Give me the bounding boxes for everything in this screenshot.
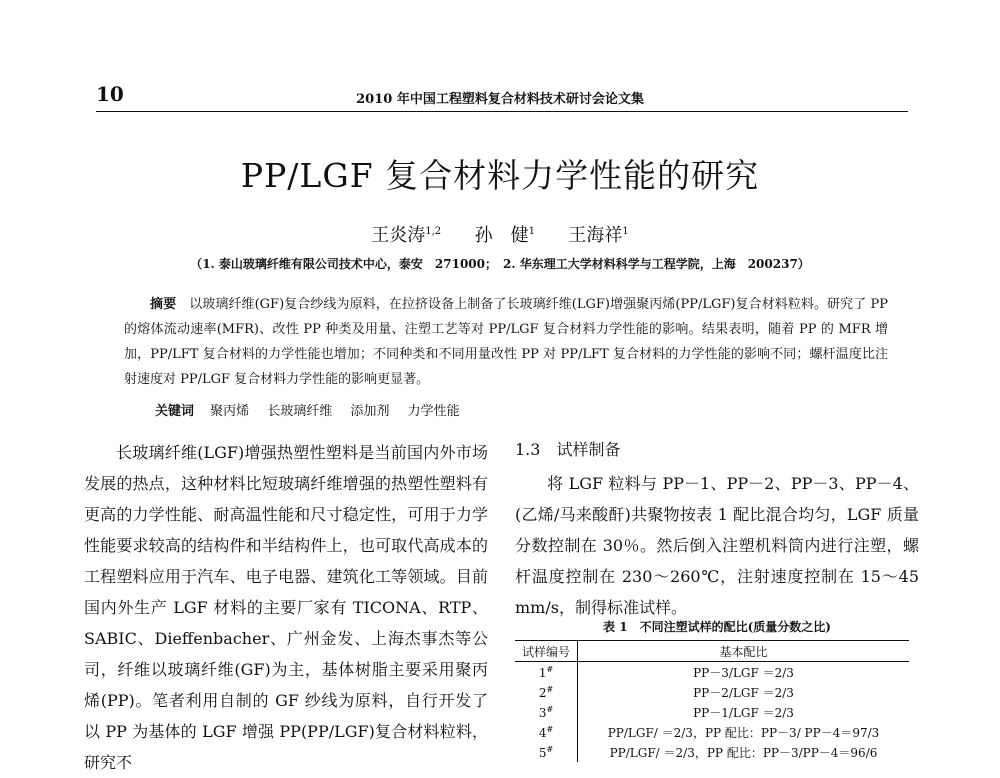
page-number: 10	[96, 82, 124, 106]
abstract-text: 以玻璃纤维(GF)复合纱线为原料，在拉挤设备上制备了长玻璃纤维(LGF)增强聚丙烯(PP/LGF)复合材料粒料。研究了 PP 的熔体流动速率(MFR)、改性 PP 种类及用量、注塑工艺等对 PP/LGF 复合材料力学性能的影响。结果表明，随着 PP 的 MFR 增加，PP/LFT 复合材料的力学性能也增加；不同种类和不同用量改性 PP 对 PP/LFT 复合材料的力学性能的影响不同；螺杆温度比注射速度对 PP/LGF 复合材料力学性能的影响更显著。	[124, 297, 888, 387]
table-row	[515, 682, 909, 702]
header-rule	[96, 111, 908, 112]
abstract	[124, 292, 888, 392]
abstract-label: 摘要	[150, 297, 177, 312]
author-affiliation-mark: 1	[622, 226, 629, 237]
sample-id-cell: 5#	[515, 742, 578, 762]
keyword: 力学性能	[407, 404, 460, 419]
keyword: 长玻璃纤维	[267, 404, 333, 419]
table-caption: 表 1 不同注塑试样的配比(质量分数之比)	[603, 620, 831, 634]
section-number: 1.3	[515, 440, 541, 459]
sample-id-cell: 4#	[515, 722, 578, 742]
intro-paragraph: 长玻璃纤维(LGF)增强热塑性塑料是当前国内外市场发展的热点，这种材料比短玻璃纤维增强的热塑性塑料有更高的力学性能、耐高温性能和尺寸稳定性，可用于力学性能要求较高的结构件和半结构件上，也可取代高成本的工程塑料应用于汽车、电子电器、建筑化工等领域。目前国内外生产 LGF 材料的主要厂家有 TICONA、RTP、SABIC、Dieffenbacher、广州金发、上海杰事杰等公司，纤维以玻璃纤维(GF)为主，基体树脂主要采用聚丙烯(PP)。笔者利用自制的 GF 纱线为原料，自行开发了以 PP 为基体的 LGF 增强 PP(PP/LGF)复合材料粒料，研究不	[84, 443, 488, 772]
ratio-cell: PP/LGF/ ＝2/3，PP 配比：PP－3/PP－4＝96/6	[609, 745, 878, 760]
keyword: 添加剂	[350, 404, 390, 419]
section-title: 试样制备	[556, 440, 621, 459]
keywords	[155, 400, 474, 419]
table-row	[515, 662, 909, 683]
affiliations: （1. 泰山玻璃纤维有限公司技术中心，泰安 271000； 2. 华东理工大学材料科学与工程学院，上海 200237）	[190, 257, 810, 271]
section-heading	[515, 437, 620, 460]
method-paragraph: 将 LGF 粒料与 PP－1、PP－2、PP－3、PP－4、(乙烯/马来酸酐)共聚物按表 1 配比混合均匀，LGF 质量分数控制在 30％。然后倒入注塑机料筒内进行注塑，螺杆温度控制在 230～260℃，注射速度控制在 15～45 mm/s，制得标准试样。	[515, 474, 919, 617]
author-list	[0, 221, 1000, 247]
sample-id-cell: 1#	[515, 662, 578, 683]
keyword: 聚丙烯	[210, 404, 250, 419]
sample-ratio-table	[515, 640, 909, 762]
table-row	[515, 702, 909, 722]
table-header-cell: 基本配比	[719, 644, 768, 659]
table-header-row	[515, 641, 909, 662]
sample-id-cell: 2#	[515, 682, 578, 702]
paper-title: PP/LGF 复合材料力学性能的研究	[240, 156, 760, 195]
ratio-cell: PP－1/LGF ＝2/3	[693, 705, 794, 720]
ratio-cell: PP－2/LGF ＝2/3	[693, 685, 794, 700]
author-name: 王炎涛	[371, 225, 426, 246]
sample-id-cell: 3#	[515, 702, 578, 722]
ratio-cell: PP/LGF/ ＝2/3，PP 配比：PP－3/ PP－4＝97/3	[607, 725, 880, 740]
author-name: 王海祥	[568, 225, 623, 246]
table-row	[515, 722, 909, 742]
table-row	[515, 742, 909, 762]
author-affiliation-mark: 1,2	[425, 226, 442, 237]
keywords-label: 关键词	[155, 404, 195, 419]
ratio-cell: PP－3/LGF ＝2/3	[693, 665, 794, 680]
author-name: 孙 健	[474, 225, 529, 246]
table-header-cell: 试样编号	[515, 641, 578, 662]
running-header: 2010 年中国工程塑料复合材料技术研讨会论文集	[356, 92, 644, 107]
author-affiliation-mark: 1	[528, 226, 535, 237]
